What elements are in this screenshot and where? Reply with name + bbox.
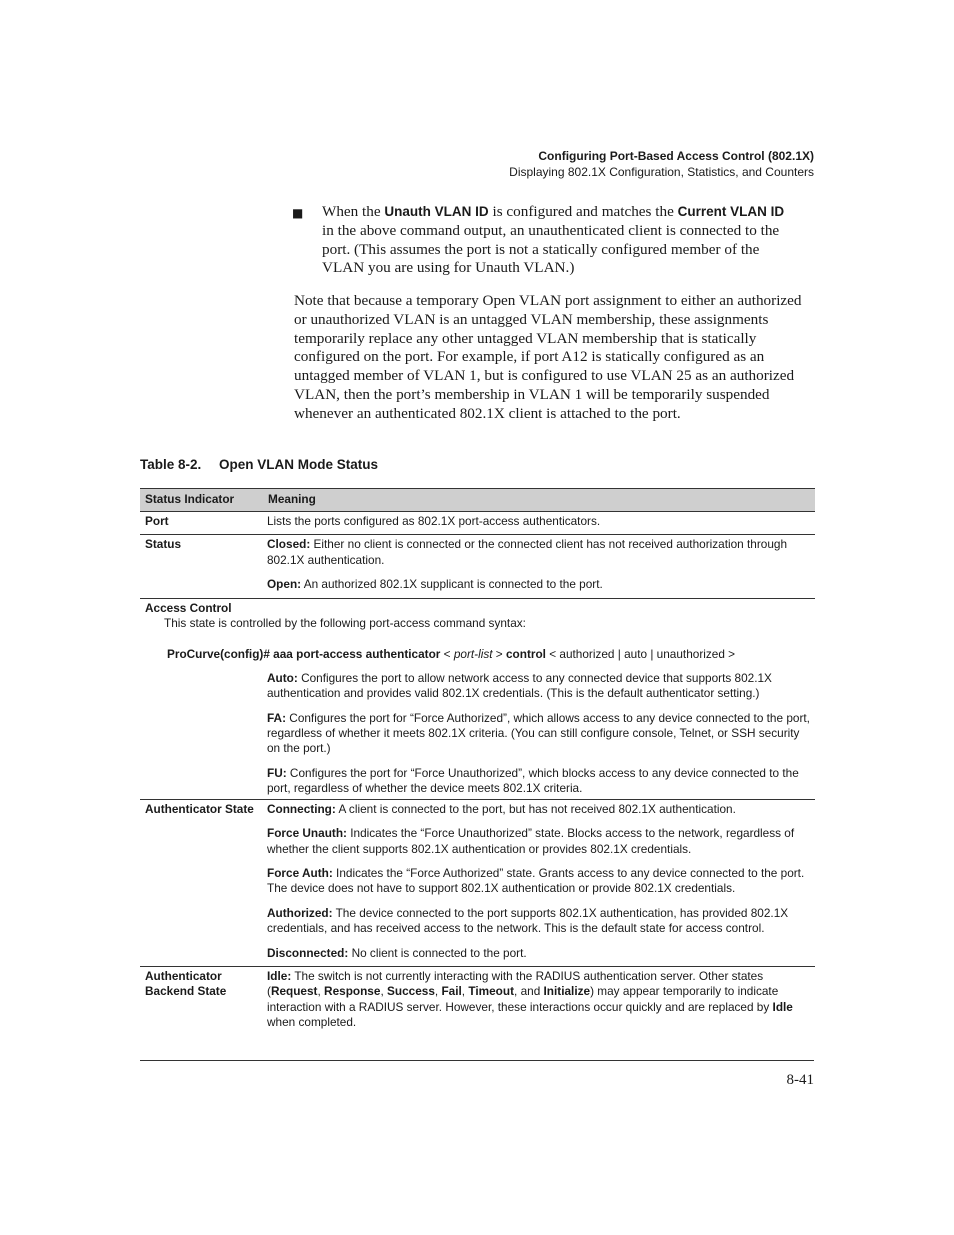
- table-caption: [140, 457, 378, 472]
- row-label: Authenticator State: [145, 801, 254, 816]
- note-paragraph: Note that because a temporary Open VLAN port assignment to either an authorized or unauthorized VLAN is an untagged VLAN membership, these assignments temporarily replace any other untagged VLAN membership that is statically configured on the port. For example, if port A12 is statically configured as an untagged member of VLAN 1, but is configured to use VLAN 25 as an authorized VLAN, then the port’s membership in VLAN 1 will be temporarily suspended whenever an authenticated 802.1X client is attached to the port.: [294, 292, 802, 422]
- access-control-intro: This state is controlled by the following port-access command syntax:: [164, 616, 526, 631]
- table-header-row: [140, 488, 815, 512]
- row-meaning: Lists the ports configured as 802.1X port-access authenticators.: [267, 514, 601, 528]
- table-row-port: [140, 512, 815, 535]
- table-row-status: [140, 535, 815, 598]
- row-meaning: Idle: The switch is not currently interacting with the RADIUS authentication server. Other states (Request, Response, Success, Fail, Timeout, and Initialize) may appear temporarily to indicate interaction with a RADIUS server. However, these interactions occur quickly and are replaced by Idle when completed.: [267, 968, 793, 1030]
- chapter-header: Configuring Port-Based Access Control (802.1X): [538, 149, 814, 163]
- col-header-meaning: Meaning: [268, 492, 316, 506]
- command-syntax: ProCurve(config)# aaa port-access authenticator < port-list > control < authorized | auto | unauthorized >: [167, 647, 736, 662]
- col-header-status-indicator: Status Indicator: [145, 492, 235, 506]
- section-header: Displaying 802.1X Configuration, Statistics, and Counters: [509, 165, 814, 179]
- access-control-options: Auto: Configures the port to allow network access to any connected device that supports 802.1X authentication and provides valid 802.1X credentials. (This is the default authenticator setting.) FA: Configures the port for “Force Authorized”, which allows access to any device connected to the port, regardless of whether it meets 802.1X criteria. (You can still configure console, Telnet, or SSH security on the port.) FU: Configures the port for “Force Unauthorized”, which blocks access to any device connected to the port, regardless of whether the device meets 802.1X criteria.: [267, 670, 810, 796]
- page-number: 8-41: [786, 1072, 814, 1088]
- status-table: [140, 488, 815, 1036]
- footer-rule: [140, 1060, 814, 1061]
- table-number: Table 8-2.: [140, 457, 202, 472]
- table-title: Open VLAN Mode Status: [219, 457, 379, 472]
- row-meaning: Connecting: A client is connected to the port, but has not received 802.1X authentication. Force Unauth: Indicates the “Force Unauthorized” state. Blocks access to the network, regardless of whether the client supports 802.1X authentication or provides 802.1X credentials. Force Auth: Indicates the “Force Authorized” state. Grants access to any device connected to the port. The device does not have to support 802.1X authentication or provide 802.1X credentials. Authorized: The device connected to the port supports 802.1X authentication, has provided 802.1X credentials, and has received access to the network. This is the default state for access control. Disconnected: No client is connected to the port.: [267, 801, 805, 960]
- table-row-access-control: [140, 599, 815, 800]
- row-meaning: Closed: Either no client is connected or the connected client has not received authorization through 802.1X authentication. Open: An authorized 802.1X supplicant is connected to the port.: [267, 537, 788, 592]
- row-label: Authenticator Backend State: [145, 968, 227, 999]
- row-label: Access Control: [145, 600, 232, 615]
- table-row-authenticator-state: [140, 800, 815, 967]
- row-label: Status: [145, 537, 182, 552]
- bullet-square-icon: ■: [292, 206, 304, 220]
- table-row-backend-state: [140, 967, 815, 1036]
- row-label: Port: [145, 514, 169, 528]
- bullet-paragraph: When the Unauth VLAN ID is configured and matches the Current VLAN ID in the above command output, an unauthenticated client is connected to the port. (This assumes the port is not a statically configured member of the VLAN you are using for Unauth VLAN.): [322, 203, 785, 277]
